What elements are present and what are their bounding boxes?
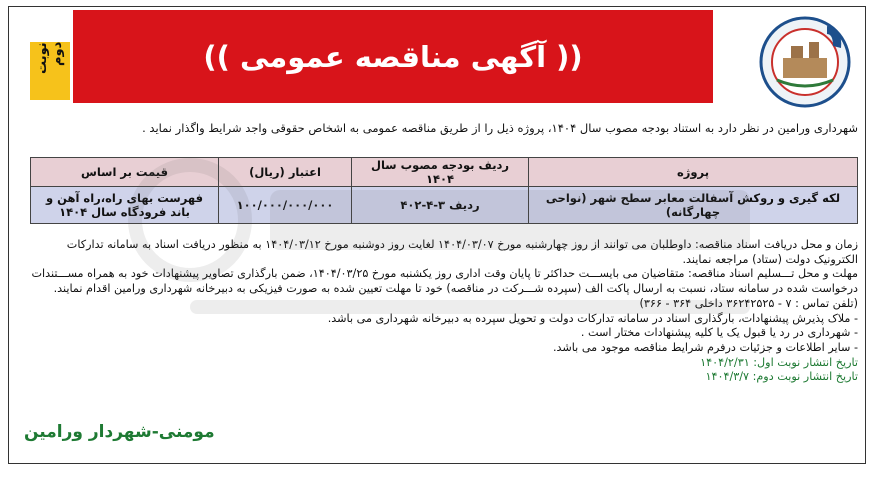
intro-text: شهرداری ورامین در نظر دارد به استناد بودجه مصوب سال ۱۴۰۴، پروژه ذیل را از طریق مناقصه عمومی به اشخاص حقوقی واجد شرایط واگذار نماید . xyxy=(142,121,858,135)
cell-credit: ۱۰۰/۰۰۰/۰۰۰/۰۰۰ xyxy=(219,187,352,224)
second-publish-date: تاریخ انتشار نوبت دوم: ۱۴۰۴/۳/۷ xyxy=(705,370,858,384)
page-title: (( آگهی مناقصه عمومی )) xyxy=(203,39,583,74)
documents-receipt-text: زمان و محل دریافت اسناد مناقصه: داوطلبان می توانند از روز چهارشنبه مورخ ۱۴۰۴/۰۳/۰۷ لغایت روز دوشنبه مورخ ۱۴۰۴/۰۳/۱۲ به منظور دریافت اسناد به سامانه تدارکات الکترونیک دولت (ستاد) مراجعه نمایند. xyxy=(66,238,858,266)
table-header-row xyxy=(31,158,858,187)
header-budget-line: ردیف بودجه مصوب سال ۱۴۰۴ xyxy=(352,158,529,187)
header-project: پروژه xyxy=(529,158,858,187)
title-banner xyxy=(73,10,713,103)
projects-table xyxy=(30,157,858,224)
cell-project: لکه گیری و روکش آسفالت معابر سطح شهر (نواحی چهارگانه) xyxy=(529,187,858,224)
list-item: - ملاک پذیرش پیشنهادات، بارگذاری اسناد در سامانه تدارکات دولت و تحویل سپرده به دبیرخانه شهرداری می باشد. xyxy=(327,311,858,325)
first-publish-date: تاریخ انتشار نوبت اول: ۱۴۰۴/۲/۳۱ xyxy=(700,355,858,369)
submission-text: مهلت و محل تـــسلیم اسناد مناقصه: متقاضیان می بایســـت حداکثر تا پایان وقت اداری روز یکشنبه مورخ ۱۴۰۴/۰۳/۲۵، ضمن بارگذاری تصاویر پیشنهادات خود به همراه مســـتندات درخواست شده در سامانه ستاد، نسبت به ارسال پاکت الف (سپرده شـــرکت در مناقصه) خود تا مهلت تعیین شده به صورت فیزیکی به دبیرخانه شهرداری ورامین اقدام نمایند. xyxy=(31,267,858,296)
round-tag-label: نوبت دوم xyxy=(35,42,65,74)
cell-price-basis: فهرست بهای راه،راه آهن و باند فرودگاه سال ۱۴۰۴ xyxy=(31,187,219,224)
header-price-basis: قیمت بر اساس xyxy=(31,158,219,187)
phone-text: (تلفن تماس : ۷ - ۳۶۲۴۲۵۲۵ داخلی ۳۶۴ - ۳۶۶) xyxy=(639,296,858,310)
round-tag xyxy=(30,42,70,100)
cell-budget-line: ردیف ۳-۴-۴۰۲ xyxy=(352,187,529,224)
list-item: - سایر اطلاعات و جزئیات درفرم شرایط مناقصه موجود می باشد. xyxy=(552,340,858,354)
signature: مومنی-شهردار ورامین xyxy=(24,422,215,442)
table-row xyxy=(31,187,858,224)
notice-body xyxy=(28,238,858,385)
list-item: - شهرداری در رد یا قبول یک یا کلیه پیشنهادات مختار است . xyxy=(580,326,858,340)
municipality-logo-icon xyxy=(757,14,853,110)
header-credit: اعتبار (ریال) xyxy=(219,158,352,187)
